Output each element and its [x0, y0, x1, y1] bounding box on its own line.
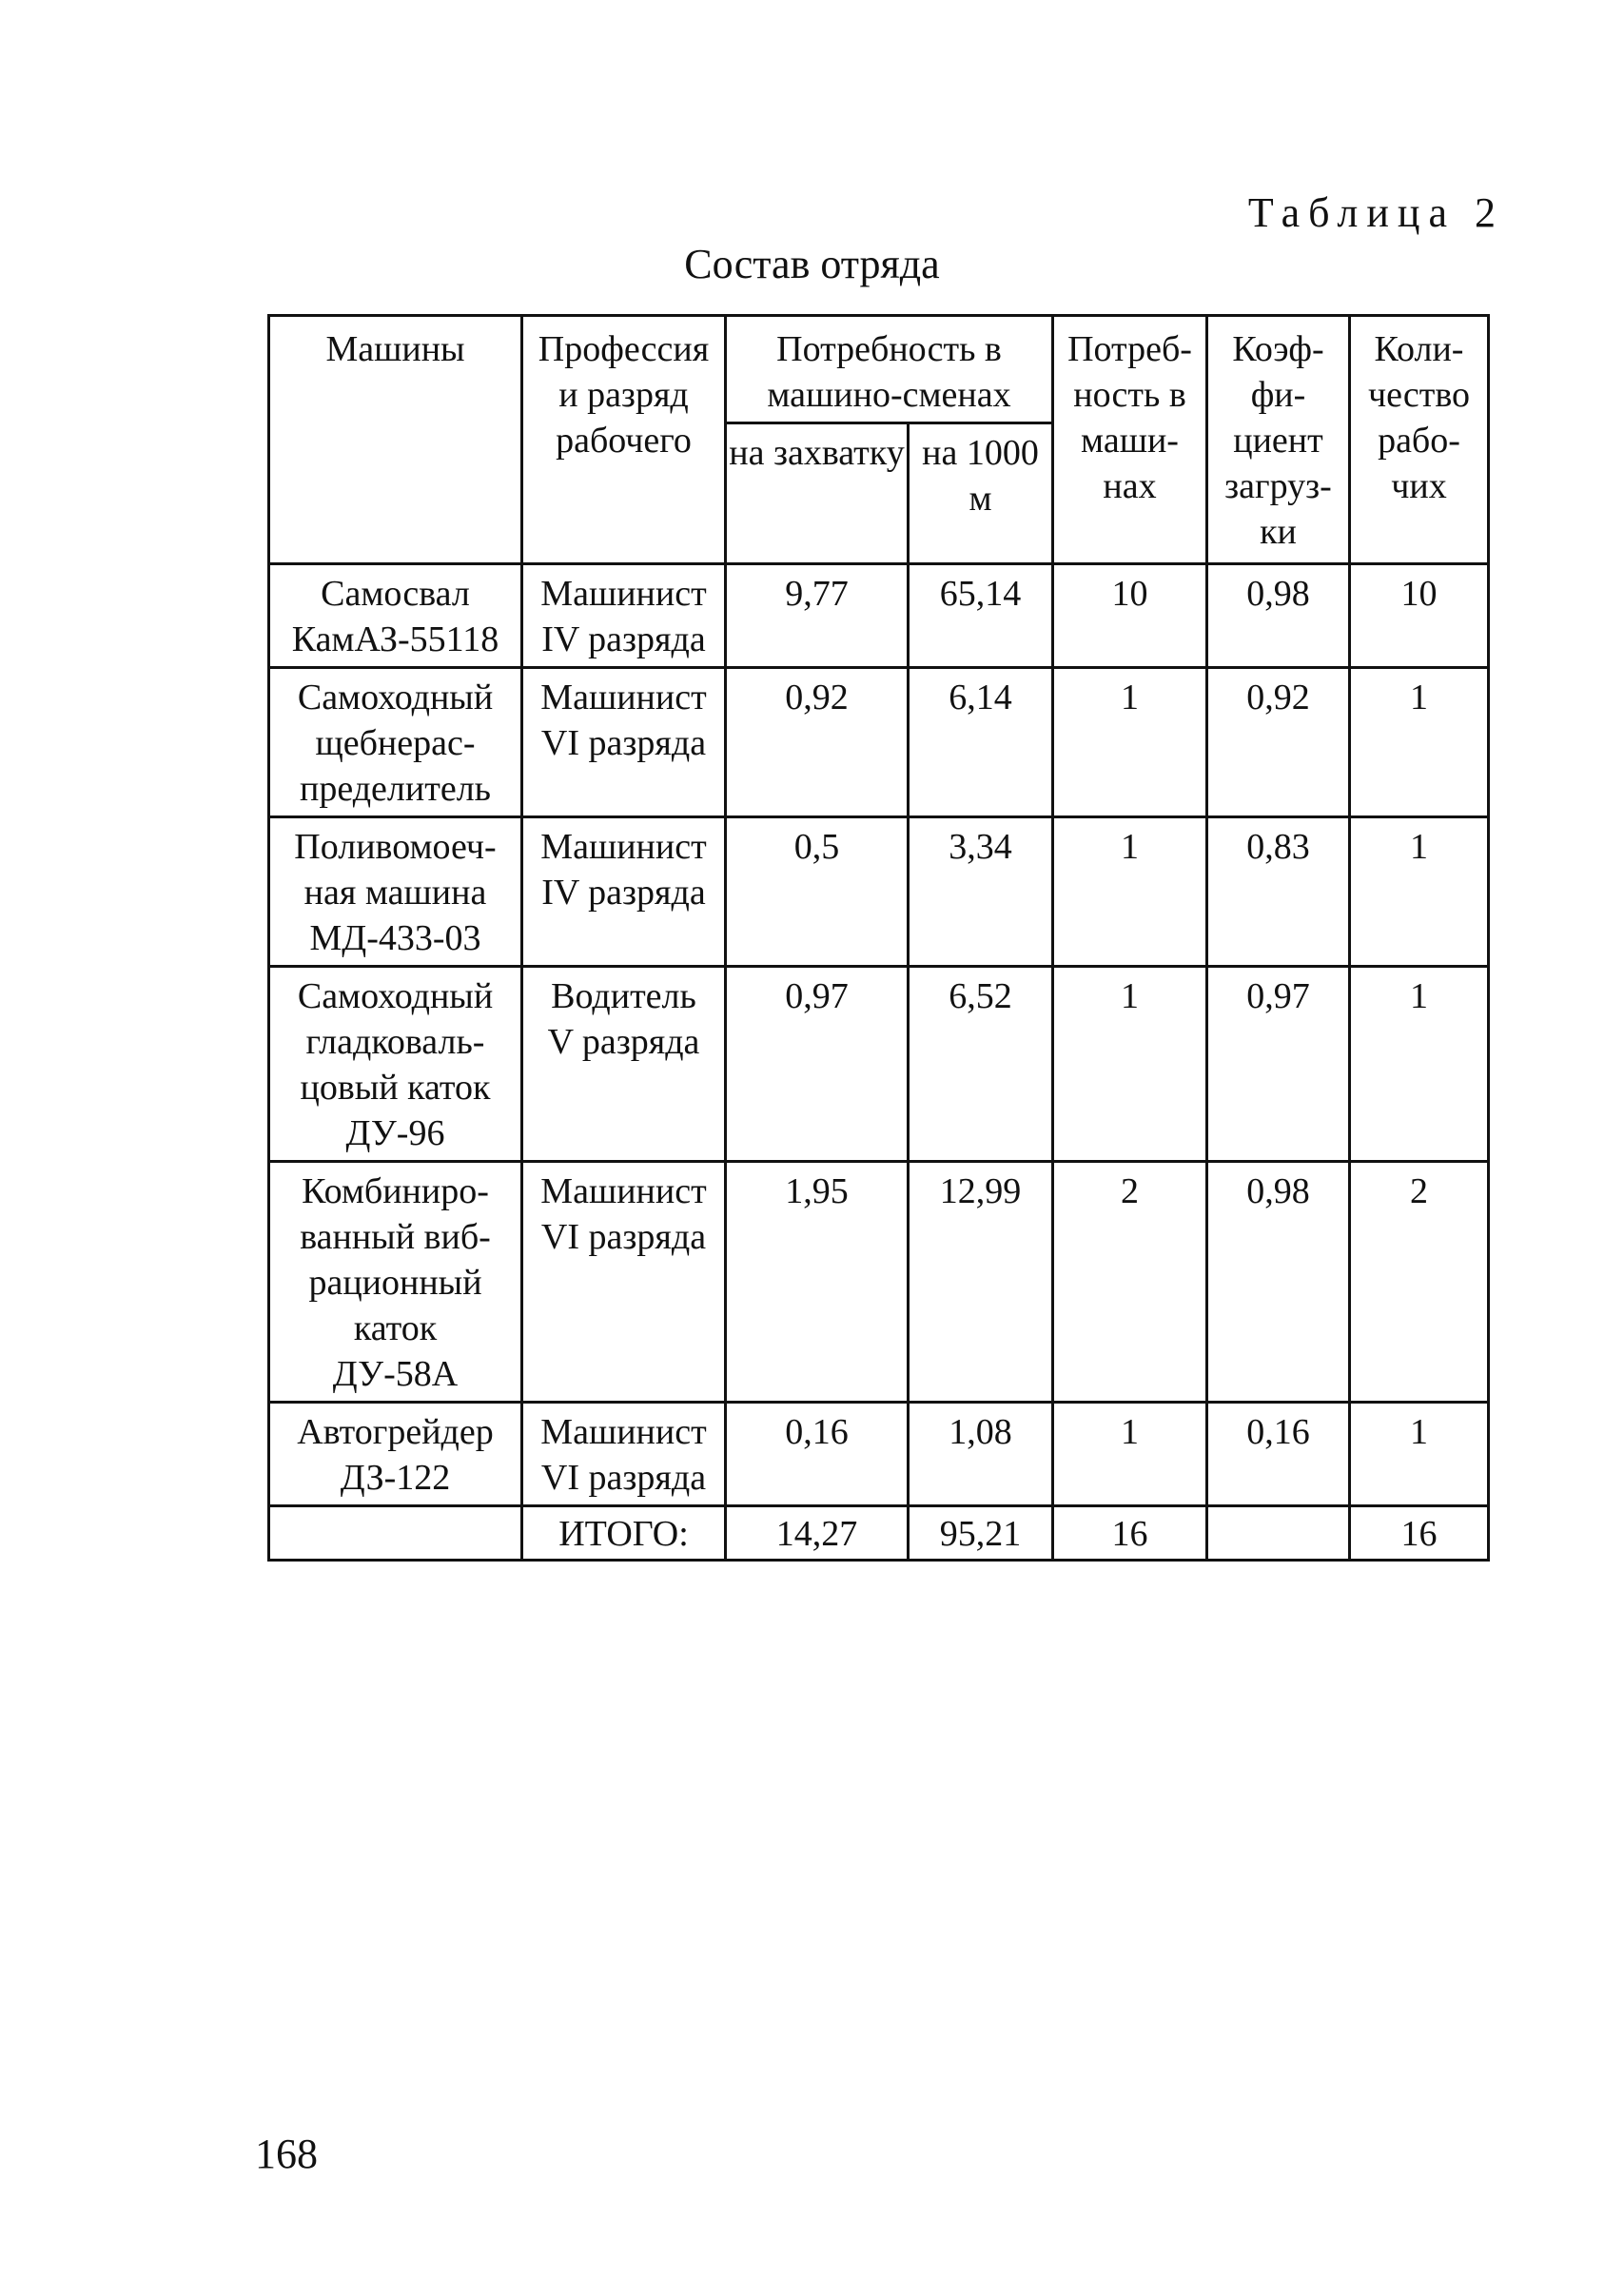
per-section-cell: 0,92: [726, 668, 909, 817]
load-coefficient-cell: 0,92: [1207, 668, 1350, 817]
table-row: [269, 1403, 1489, 1506]
profession-line: Машинист: [540, 1412, 707, 1452]
table-row: [269, 1162, 1489, 1403]
workers-cell: 1: [1350, 1403, 1489, 1506]
machine-name-line: Самоходный: [297, 976, 494, 1016]
machine-name-line: Самоходный: [297, 678, 494, 717]
profession-line: V разряда: [547, 1022, 700, 1062]
machine-name-line: Автогрейдер: [297, 1412, 494, 1452]
total-machines-count-cell: 16: [1053, 1506, 1207, 1561]
workers-cell: 2: [1350, 1162, 1489, 1403]
profession-cell: [522, 967, 726, 1162]
table-body: [269, 564, 1489, 1561]
table-row: [269, 668, 1489, 817]
profession-cell: [522, 668, 726, 817]
machines-count-cell: 10: [1053, 564, 1207, 668]
per-1000m-cell: 6,52: [909, 967, 1053, 1162]
profession-line: IV разряда: [541, 873, 706, 913]
machines-count-cell: 1: [1053, 817, 1207, 967]
machine-name-cell: [269, 817, 522, 967]
machine-name-cell: [269, 967, 522, 1162]
per-1000m-cell: 3,34: [909, 817, 1053, 967]
machine-name-cell: [269, 1162, 522, 1403]
header-demand-shifts: Потребность в машино-сменах: [726, 316, 1053, 423]
header-per-1000m: на 1000 м: [909, 423, 1053, 564]
load-coefficient-cell: 0,98: [1207, 1162, 1350, 1403]
load-coefficient-cell: 0,16: [1207, 1403, 1350, 1506]
machine-name-cell: [269, 668, 522, 817]
profession-line: VI разряда: [540, 1217, 707, 1257]
profession-line: IV разряда: [541, 619, 706, 659]
header-workers: Коли-чество рабо-чих: [1350, 316, 1489, 564]
header-profession: Профессия и разряд рабочего: [522, 316, 726, 564]
profession-line: Машинист: [540, 574, 707, 614]
machine-name-line: рационный: [308, 1263, 482, 1303]
per-section-cell: 0,16: [726, 1403, 909, 1506]
header-per-section: на захватку: [726, 423, 909, 564]
machine-name-line: ДЗ-122: [340, 1458, 451, 1498]
table-label: Таблица 2: [1247, 189, 1504, 236]
total-blank-cell: [269, 1506, 522, 1561]
total-load-coefficient-cell: [1207, 1506, 1350, 1561]
machine-name-line: Самосвал: [321, 574, 470, 614]
machines-count-cell: 1: [1053, 967, 1207, 1162]
profession-cell: [522, 1403, 726, 1506]
machine-name-line: ная машина: [303, 873, 487, 913]
machines-count-cell: 1: [1053, 668, 1207, 817]
machine-name-cell: [269, 1403, 522, 1506]
profession-line: Водитель: [551, 976, 696, 1016]
workers-cell: 1: [1350, 668, 1489, 817]
table-row: [269, 967, 1489, 1162]
machine-name-line: цовый каток: [300, 1068, 491, 1108]
machine-name-line: Поливомоеч-: [294, 827, 497, 867]
machine-name-line: пределитель: [300, 769, 491, 809]
composition-table: [267, 314, 1490, 1562]
header-row-top: [269, 316, 1489, 423]
machine-name-line: каток: [353, 1308, 438, 1348]
profession-cell: [522, 564, 726, 668]
machines-count-cell: 2: [1053, 1162, 1207, 1403]
total-per-1000m-cell: 95,21: [909, 1506, 1053, 1561]
machine-name-cell: [269, 564, 522, 668]
workers-cell: 1: [1350, 967, 1489, 1162]
total-label-cell: ИТОГО:: [522, 1506, 726, 1561]
total-row: [269, 1506, 1489, 1561]
machine-name-line: МД-433-03: [309, 918, 481, 958]
table-title: Состав отряда: [684, 241, 940, 287]
machine-name-line: ванный виб-: [300, 1217, 491, 1257]
per-section-cell: 0,5: [726, 817, 909, 967]
machines-count-cell: 1: [1053, 1403, 1207, 1506]
profession-line: VI разряда: [540, 723, 707, 763]
header-demand-machines: Потреб-ность в маши-нах: [1053, 316, 1207, 564]
workers-cell: 1: [1350, 817, 1489, 967]
machine-name-line: гладковаль-: [305, 1022, 485, 1062]
profession-cell: [522, 817, 726, 967]
profession-line: VI разряда: [540, 1458, 707, 1498]
table-row: [269, 817, 1489, 967]
profession-line: Машинист: [540, 827, 707, 867]
per-section-cell: 0,97: [726, 967, 909, 1162]
load-coefficient-cell: 0,97: [1207, 967, 1350, 1162]
machine-name-line: КамАЗ-55118: [291, 619, 499, 659]
per-1000m-cell: 6,14: [909, 668, 1053, 817]
per-1000m-cell: 1,08: [909, 1403, 1053, 1506]
profession-line: Машинист: [540, 678, 707, 717]
total-per-section-cell: 14,27: [726, 1506, 909, 1561]
per-section-cell: 1,95: [726, 1162, 909, 1403]
workers-cell: 10: [1350, 564, 1489, 668]
total-workers-cell: 16: [1350, 1506, 1489, 1561]
machine-name-line: щебнерас-: [315, 723, 476, 763]
machine-name-line: Комбиниро-: [302, 1171, 489, 1211]
machine-name-line: ДУ-58А: [332, 1354, 459, 1394]
profession-cell: [522, 1162, 726, 1403]
per-1000m-cell: 65,14: [909, 564, 1053, 668]
header-load-coefficient: Коэф-фи-циент загруз-ки: [1207, 316, 1350, 564]
per-section-cell: 9,77: [726, 564, 909, 668]
header-machines: Машины: [269, 316, 522, 564]
load-coefficient-cell: 0,98: [1207, 564, 1350, 668]
per-1000m-cell: 12,99: [909, 1162, 1053, 1403]
profession-line: Машинист: [540, 1171, 707, 1211]
machine-name-line: ДУ-96: [345, 1113, 445, 1153]
load-coefficient-cell: 0,83: [1207, 817, 1350, 967]
table-row: [269, 564, 1489, 668]
page-number: 168: [255, 2131, 318, 2177]
